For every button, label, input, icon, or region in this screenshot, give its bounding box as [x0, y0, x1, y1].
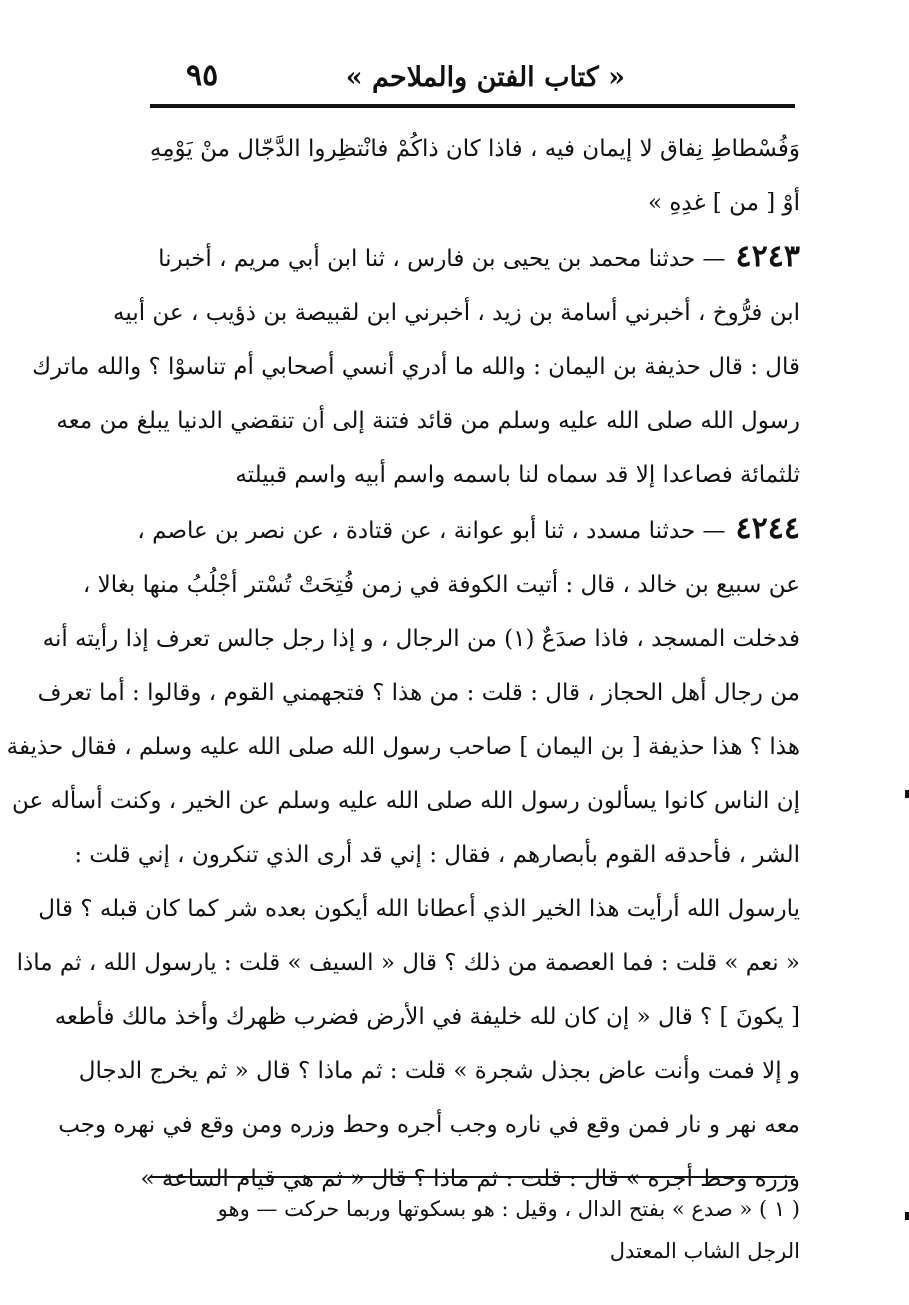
text-line: إن الناس كانوا يسألون رسول الله صلى الله عليه وسلم عن الخير ، وكنت أسأله عن — [12, 788, 800, 814]
page-number: ٩٥ — [186, 58, 219, 93]
text-line: عن سبيع بن خالد ، قال : أتيت الكوفة في زمن فُتِحَتْ تُسْتر أجْلُبُ منها بغالا ، — [82, 572, 800, 598]
hadith-4243-line — [140, 230, 800, 286]
hadith-number: ٤٢٤٤ — [735, 511, 800, 546]
text-line: و إلا فمت وأنت عاض بجذل شجرة » قلت : ثم ماذا ؟ قال « ثم يخرج الدجال — [78, 1058, 800, 1084]
text-line: [ يكونَ ] ؟ قال « إن كان لله خليفة في الأرض فضرب ظهرك وأخذ مالك فأطعه — [54, 1004, 800, 1030]
scan-mark — [905, 790, 909, 798]
hadith-number: ٤٢٤٣ — [735, 239, 800, 274]
header-rule — [150, 104, 795, 108]
text-line: — حدثنا محمد بن يحيى بن فارس ، ثنا ابن أبي مريم ، أخبرنا — [158, 246, 726, 272]
scan-mark — [905, 1212, 909, 1220]
hadith-4244-line — [137, 502, 800, 558]
footnote-rule — [150, 1176, 795, 1178]
text-line: ثلثمائة فصاعدا إلا قد سماه لنا باسمه واسم أبيه واسم قبيلته — [235, 462, 800, 488]
text-line: — حدثنا مسدد ، ثنا أبو عوانة ، عن قتادة ، عن نصر بن عاصم ، — [137, 518, 726, 544]
text-line: هذا ؟ هذا حذيفة [ بن اليمان ] صاحب رسول الله صلى الله عليه وسلم ، فقال حذيفة — [6, 734, 800, 760]
chapter-title: « كتاب الفتن والملاحم » — [345, 62, 625, 93]
text-line: يارسول الله أرأيت هذا الخير الذي أعطانا الله أيكون بعده شر كما كان قبله ؟ قال — [38, 896, 800, 922]
text-line: أوْ [ من ] غدِهِ » — [647, 190, 800, 216]
running-header — [150, 58, 795, 102]
text-line: وزره وحط أجره » قال : قلت : ثم ماذا ؟ قال « ثم هي قيام الساعة » — [140, 1166, 800, 1192]
text-line: قال : قال حذيفة بن اليمان : والله ما أدري أنسي أصحابي أم تناسوْا ؟ والله ماترك — [32, 354, 800, 380]
text-line: الشر ، فأحدقه القوم بأبصارهم ، فقال : إني قد أرى الذي تنكرون ، إني قلت : — [74, 842, 800, 868]
text-line: رسول الله صلى الله عليه وسلم من قائد فتنة إلى أن تنقضي الدنيا يبلغ من معه — [56, 408, 800, 434]
text-line: معه نهر و نار فمن وقع في ناره وجب أجره وحط وزره ومن وقع في نهره وجب — [58, 1112, 800, 1138]
text-line: من رجال أهل الحجاز ، قال : قلت : من هذا ؟ فتجهمني القوم ، وقالوا : أما تعرف — [37, 680, 800, 706]
text-line: فدخلت المسجد ، فاذا صدَعٌ (١) من الرجال ، و إذا رجل جالس تعرف إذا رأيته أنه — [42, 626, 800, 652]
text-line: ابن فرُّوخ ، أخبرني أسامة بن زيد ، أخبرني ابن لقبيصة بن ذؤيب ، عن أبيه — [113, 300, 800, 326]
footnote-line: ( ١ ) « صدع » بفتح الدال ، وقيل : هو بسكوتها وربما حركت — وهو — [217, 1197, 800, 1221]
footnote — [140, 1188, 800, 1272]
footnote-line: الرجل الشاب المعتدل — [609, 1239, 800, 1263]
main-text — [6, 122, 800, 1206]
text-line: « نعم » قلت : فما العصمة من ذلك ؟ قال « السيف » قلت : يارسول الله ، ثم ماذا — [16, 950, 800, 976]
text-line: وَفُسْطاطِ نِفاق لا إيمان فيه ، فاذا كان ذاكُمْ فانْتظِروا الدَّجّال منْ يَوْمِهِ — [149, 136, 800, 162]
